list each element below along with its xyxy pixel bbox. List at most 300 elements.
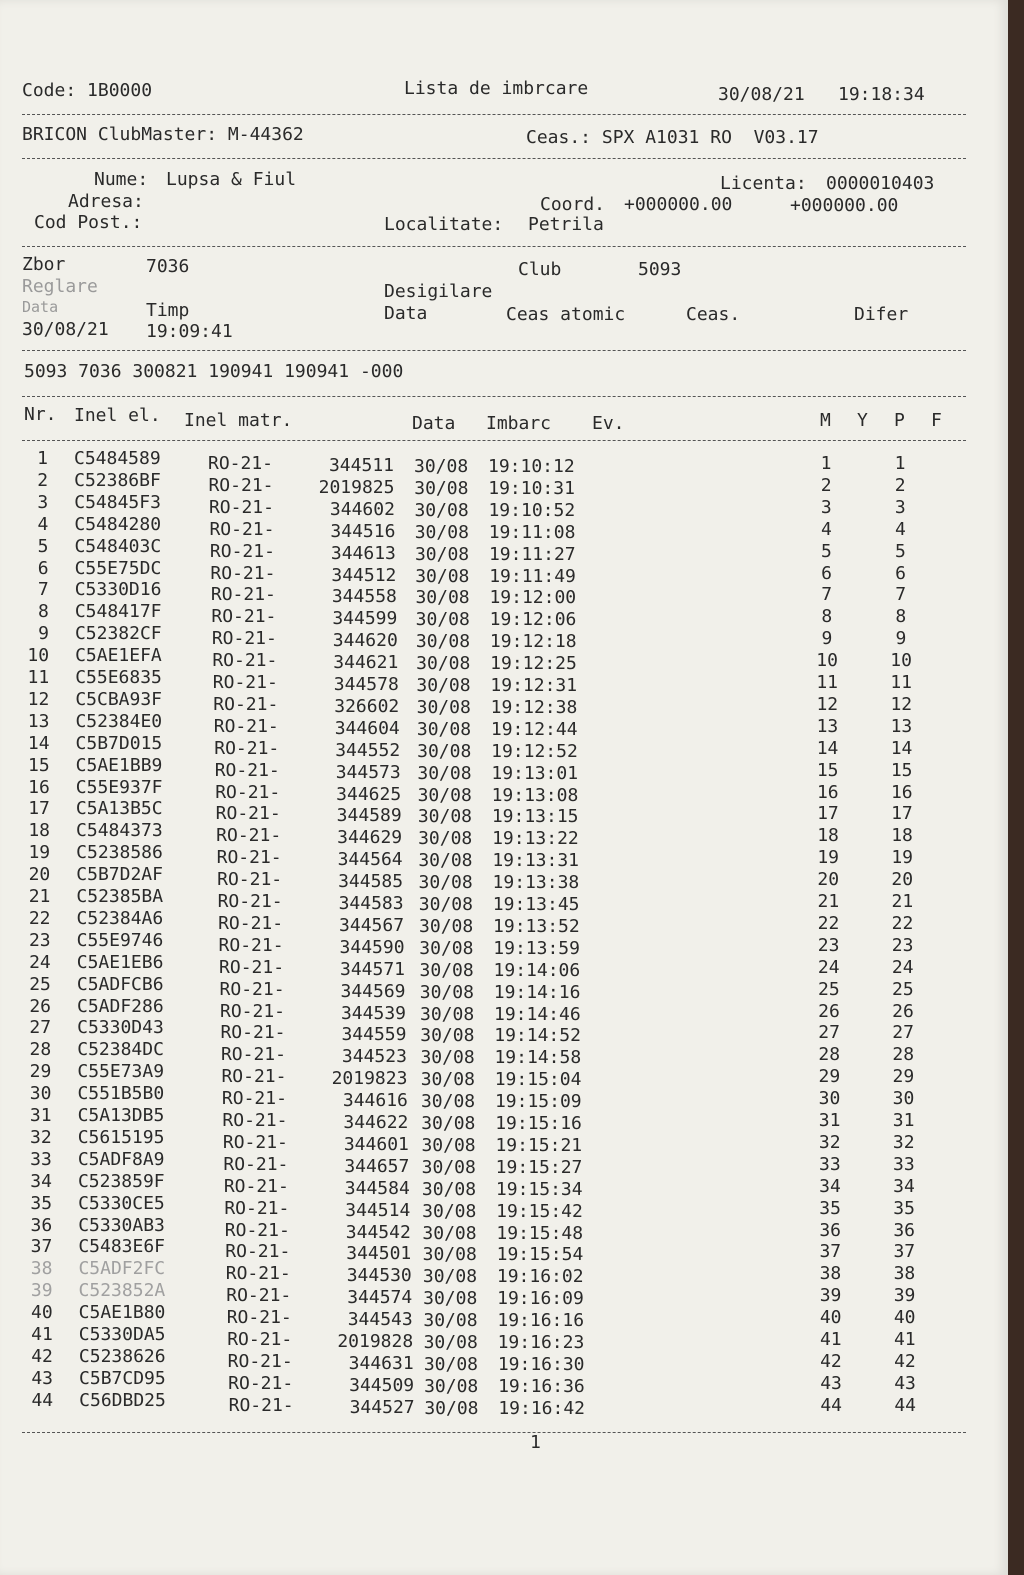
ring-number: 344616 [342,1090,408,1112]
row-number: 13 [27,710,50,732]
row-number: 30 [29,1083,52,1105]
ring-number: 344585 [338,871,404,893]
basket-date: 30/08 [417,762,472,784]
electronic-ring: C5615195 [77,1126,165,1148]
col-m-value: 40 [819,1307,842,1329]
ring-number: 344584 [344,1177,410,1199]
clock-label: Ceas. [686,304,741,325]
ring-number: 344625 [336,783,402,805]
ring-prefix: RO-21- [225,1263,291,1285]
ring-prefix: RO-21- [214,737,280,759]
row-number: 43 [31,1367,54,1389]
code: Code: 1B0000 [22,80,153,101]
basket-date: 30/08 [414,477,469,499]
basket-time: 19:16:23 [497,1332,585,1353]
electronic-ring: C5484589 [74,448,161,469]
row-number: 5 [37,535,49,557]
row-number: 25 [29,973,51,995]
basket-date: 30/08 [415,609,470,631]
col-m-value: 6 [821,562,833,584]
col-m-value: 21 [817,891,840,912]
basket-time: 19:13:01 [491,762,579,784]
table-row [0,513,1000,543]
ring-prefix: RO-21- [223,1153,289,1175]
col-p-value: 36 [893,1219,916,1241]
basket-date: 30/08 [420,1091,476,1113]
ring-prefix: RO-21- [221,1088,287,1110]
electronic-ring: C5B7D015 [75,732,163,754]
basket-time: 19:12:00 [489,587,577,609]
system-name: BRICON ClubMaster: M-44362 [22,124,304,145]
ring-number: 344578 [333,674,399,695]
row-number: 42 [31,1345,53,1367]
ring-prefix: RO-21- [213,693,279,715]
basket-date: 30/08 [418,894,473,915]
table-row [0,842,1000,872]
electronic-ring: C56DBD25 [79,1389,166,1411]
table-row [0,1126,1000,1156]
col-p-value: 7 [895,584,907,606]
col-p-value: 10 [890,650,912,672]
col-p-value: 4 [894,518,906,540]
electronic-ring: C5B7D2AF [76,864,163,886]
table-row [0,1236,1000,1266]
basket-date: 30/08 [418,872,473,894]
date-label: Data [22,298,59,316]
electronic-ring: C52384DC [77,1039,164,1061]
col-nr: Nr. [24,404,57,425]
coord-y: +000000.00 [790,195,899,216]
row-number: 33 [30,1148,52,1170]
col-p-value: 5 [895,540,906,562]
set-date: 30/08/21 [22,319,109,340]
basket-date: 30/08 [415,631,471,653]
set-time: 19:09:41 [146,321,233,342]
row-number: 2 [37,469,49,491]
col-ring-reg: Inel matr. [184,410,293,431]
basket-date: 30/08 [423,1332,478,1353]
col-m-value: 27 [818,1022,840,1044]
ring-number: 344509 [349,1374,415,1396]
col-m-value: 41 [819,1329,842,1350]
electronic-ring: C5330D43 [77,1017,164,1039]
col-m-value: 30 [818,1088,841,1110]
basket-time: 19:12:25 [490,653,577,675]
table-row [0,491,1000,521]
basket-date: 30/08 [422,1222,477,1244]
basket-time: 19:13:52 [493,915,580,937]
col-m-value: 11 [816,672,839,693]
ring-number: 344564 [337,849,403,871]
basket-time: 19:14:46 [494,1003,581,1025]
ring-prefix: RO-21- [215,781,281,803]
table-row [0,469,1000,499]
col-p-value: 39 [893,1285,916,1307]
ring-number: 344601 [343,1133,409,1155]
name-label: Nume: [94,169,149,190]
ring-number: 2019823 [331,1068,408,1090]
basket-time: 19:13:45 [492,894,580,915]
ring-number: 344569 [340,980,406,1002]
electronic-ring: C5ADF8A9 [77,1148,165,1170]
table-row [0,557,1000,587]
code-line: 5093 7036 300821 190941 190941 -000 [24,361,404,382]
address-label: Adresa: [68,191,144,212]
ring-number: 344589 [336,805,402,827]
col-p-value: 21 [891,891,914,912]
col-p-value: 34 [893,1175,915,1197]
basket-time: 19:15:54 [496,1244,584,1266]
basket-date: 30/08 [422,1244,477,1266]
ring-prefix: RO-21- [225,1241,291,1263]
col-m-value: 22 [817,912,840,934]
col-p-value: 9 [895,628,907,650]
ring-prefix: RO-21- [222,1131,288,1153]
ring-number: 326602 [334,695,400,717]
ring-number: 344574 [347,1287,413,1309]
col-m-value: 42 [820,1350,842,1372]
basket-date: 30/08 [421,1178,477,1200]
ring-number: 2019828 [337,1331,414,1352]
ring-number: 344527 [349,1396,415,1418]
ring-number: 344631 [348,1352,414,1374]
col-p-value: 2 [894,474,906,496]
ring-prefix: RO-21- [211,606,277,628]
electronic-ring: C523859F [77,1170,165,1192]
col-m-value: 35 [819,1197,841,1219]
col-p-value: 38 [893,1263,916,1285]
col-p-value: 33 [892,1153,915,1175]
divider [22,396,966,397]
row-number: 40 [30,1302,53,1324]
basket-time: 19:12:06 [489,609,577,631]
ring-prefix: RO-21- [226,1285,292,1307]
locality-label: Localitate: [384,214,504,235]
row-number: 4 [37,513,49,535]
basket-time: 19:12:38 [490,696,578,718]
col-p-value: 37 [893,1241,916,1263]
col-p-value: 11 [890,672,913,693]
basket-time: 19:14:06 [493,959,581,981]
electronic-ring: C55E9746 [76,929,164,951]
electronic-ring: C5CBA93F [75,688,163,710]
license-number: 0000010403 [826,173,935,194]
electronic-ring: C5330D16 [74,579,162,601]
col-date: Data [412,413,456,434]
col-p: P [894,410,905,431]
table-row [0,951,1000,981]
basket-date: 30/08 [414,521,469,543]
col-m-value: 28 [818,1044,841,1066]
basket-date: 30/08 [424,1397,479,1419]
basket-date: 30/08 [423,1353,479,1375]
divider [22,246,966,247]
basket-date: 30/08 [417,806,473,828]
ring-number: 344613 [330,542,396,564]
col-p-value: 29 [892,1066,915,1088]
atomic-clock-label: Ceas atomic [506,304,626,325]
postcode-label: Cod Post.: [34,212,143,233]
table-row [0,1302,1000,1332]
basket-time: 19:14:58 [494,1047,582,1069]
electronic-ring: C52382CF [74,623,162,645]
basket-time: 19:10:52 [488,499,576,521]
table-row [0,732,1000,762]
ring-prefix: RO-21- [223,1175,289,1197]
col-p-value: 20 [891,869,914,891]
data-label: Data [384,303,428,324]
ring-number: 344539 [340,1002,406,1024]
divider [22,1432,966,1433]
table-row [0,1170,1000,1200]
col-m-value: 24 [817,956,840,978]
table-row [0,1083,1000,1113]
row-number: 17 [28,798,50,820]
ring-prefix: RO-21- [211,628,277,650]
col-ring-el: Inel el. [74,405,161,426]
ring-number: 344573 [335,761,401,783]
table-row [0,1258,1000,1288]
row-number: 3 [37,491,49,513]
ring-prefix: RO-21- [218,934,284,956]
basket-time: 19:16:09 [497,1288,584,1310]
col-p-value: 31 [892,1110,915,1131]
basket-date: 30/08 [423,1310,478,1332]
ring-number: 344567 [339,914,405,936]
col-ev: Ev. [592,413,625,434]
electronic-ring: C523852A [78,1280,166,1302]
col-m-value: 43 [820,1372,842,1394]
row-number: 1 [37,448,48,469]
page-edge [1008,0,1024,1575]
club-label: Club [518,259,562,280]
col-m-value: 38 [819,1263,842,1285]
col-m-value: 16 [816,781,839,803]
basket-time: 19:13:38 [492,872,580,894]
col-m-value: 36 [819,1219,842,1241]
ring-prefix: RO-21- [220,1044,286,1066]
row-number: 32 [30,1126,52,1148]
col-m-value: 26 [818,1000,840,1022]
table-row [0,1017,1000,1047]
row-number: 36 [30,1214,53,1236]
basket-date: 30/08 [414,543,470,565]
row-number: 20 [28,864,51,886]
ring-prefix: RO-21- [212,672,278,693]
electronic-ring: C5ADF2FC [78,1258,166,1280]
row-number: 6 [37,557,49,579]
col-m-value: 34 [819,1175,841,1197]
col-m-value: 12 [816,693,839,715]
ring-number: 2019825 [318,476,395,498]
difference-label: Difer [854,304,909,325]
row-number: 18 [28,820,51,842]
col-m-value: 10 [816,650,838,672]
basket-time: 19:16:16 [497,1310,585,1332]
basket-date: 30/08 [416,696,471,718]
ring-prefix: RO-21- [210,584,276,606]
electronic-ring: C52384A6 [76,907,164,929]
col-p-value: 30 [892,1088,915,1110]
ring-number: 344552 [335,739,401,761]
clock-id: Ceas.: SPX A1031 RO V03.17 [526,127,819,148]
basket-date: 30/08 [420,1003,475,1025]
divider [22,350,966,351]
print-time: 19:18:34 [838,84,925,105]
basket-time: 19:14:52 [494,1025,581,1047]
ring-prefix: RO-21- [220,1000,286,1022]
col-p-value: 6 [895,562,907,584]
col-p-value: 25 [892,978,914,1000]
table-row [0,667,1000,696]
electronic-ring: C5AE1EFA [75,645,162,667]
ring-prefix: RO-21- [227,1350,293,1372]
basket-time: 19:15:27 [495,1156,583,1178]
unsealing-label: Desigilare [384,281,493,302]
electronic-ring: C5ADF286 [77,995,164,1017]
col-m-value: 25 [818,978,840,1000]
basket-time: 19:16:30 [497,1353,585,1375]
col-p-value: 44 [894,1394,916,1416]
table-row [0,776,1000,806]
time-label: Timp [146,300,190,321]
row-number: 34 [30,1170,52,1192]
col-m: M [820,410,831,431]
ring-number: 344621 [333,652,399,674]
basket-time: 19:14:16 [493,981,581,1003]
col-m-value: 1 [820,453,832,474]
basket-time: 19:11:27 [488,543,576,565]
ring-prefix: RO-21- [210,562,276,584]
col-p-value: 13 [890,715,913,737]
flight-number: 7036 [146,256,190,277]
row-number: 21 [28,886,51,907]
ring-prefix: RO-21- [216,825,282,847]
row-number: 39 [30,1280,53,1302]
ring-number: 344501 [346,1243,412,1265]
basket-time: 19:13:22 [492,828,579,850]
basket-time: 19:15:09 [494,1091,582,1113]
basket-time: 19:15:48 [496,1222,584,1244]
ring-prefix: RO-21- [214,759,280,781]
table-row [0,798,1000,828]
basket-date: 30/08 [419,959,474,981]
table-row [0,1148,1000,1178]
basket-date: 30/08 [420,1069,475,1091]
ring-number: 344558 [331,586,397,608]
row-number: 10 [27,645,50,667]
table-row [0,1105,1000,1134]
row-number: 41 [31,1324,53,1345]
setting-label: Reglare [22,276,98,297]
electronic-ring: C5A13DB5 [77,1105,165,1126]
row-number: 7 [37,579,49,601]
ring-number: 344543 [347,1309,413,1331]
electronic-ring: C54845F3 [74,491,161,513]
electronic-ring: C5B7CD95 [79,1367,166,1389]
basket-time: 19:16:02 [496,1266,584,1288]
electronic-ring: C55E937F [75,776,163,798]
basket-date: 30/08 [424,1375,479,1397]
col-p-value: 28 [892,1044,915,1066]
col-m-value: 37 [819,1241,842,1263]
row-number: 28 [29,1039,52,1061]
ring-number: 344516 [330,520,396,542]
col-m-value: 7 [821,584,833,606]
ring-number: 344583 [338,893,404,914]
electronic-ring: C5330AB3 [78,1214,165,1236]
basket-date: 30/08 [417,784,472,806]
col-p-value: 17 [891,803,913,825]
ring-prefix: RO-21- [219,978,285,1000]
col-m-value: 3 [820,496,832,518]
basket-date: 30/08 [421,1134,476,1156]
basket-time: 19:16:36 [498,1375,585,1397]
electronic-ring: C5484280 [74,513,162,535]
col-m-value: 2 [820,474,832,496]
basket-time: 19:15:42 [496,1200,583,1222]
col-m-value: 18 [817,825,839,847]
basket-date: 30/08 [415,587,470,609]
electronic-ring: C548417F [74,601,162,623]
electronic-ring: C548403C [74,535,162,557]
col-p-value: 43 [894,1372,916,1394]
ring-prefix: RO-21- [212,650,278,672]
table-row [0,1061,1000,1091]
ring-number: 344511 [328,455,394,476]
row-number: 9 [38,623,49,645]
col-m-value: 20 [817,869,840,891]
row-number: 8 [37,601,49,623]
table-row [0,1345,1000,1375]
basket-date: 30/08 [416,653,471,675]
basket-date: 30/08 [418,850,473,872]
electronic-ring: C5AE1B80 [78,1302,166,1324]
table-row [0,1389,1000,1419]
table-row [0,601,1000,631]
row-number: 35 [30,1192,53,1214]
ring-prefix: RO-21- [209,518,275,540]
basket-date: 30/08 [421,1156,476,1178]
ring-prefix: RO-21- [227,1329,293,1350]
electronic-ring: C5238586 [76,842,163,864]
basket-date: 30/08 [414,499,469,521]
ring-prefix: RO-21- [209,540,275,562]
col-p-value: 22 [891,912,914,934]
col-p-value: 8 [895,606,907,628]
basket-date: 30/08 [419,981,474,1003]
row-number: 15 [27,754,50,776]
row-number: 27 [29,1017,52,1039]
col-p-value: 15 [890,759,913,781]
electronic-ring: C5330DA5 [78,1324,166,1345]
ring-prefix: RO-21- [208,453,274,474]
row-number: 26 [29,995,51,1017]
basket-date: 30/08 [419,915,474,937]
basket-time: 19:12:44 [490,718,578,740]
ring-number: 344620 [332,630,398,652]
basket-time: 19:13:08 [491,784,579,806]
ring-prefix: RO-21- [224,1197,290,1219]
col-m-value: 4 [820,518,832,540]
divider [22,158,966,159]
col-p-value: 41 [893,1329,916,1350]
electronic-ring: C55E6835 [75,667,162,688]
col-y: Y [857,410,868,431]
col-p-value: 19 [891,847,913,869]
table-row [0,1192,1000,1222]
table-row [0,535,1000,565]
